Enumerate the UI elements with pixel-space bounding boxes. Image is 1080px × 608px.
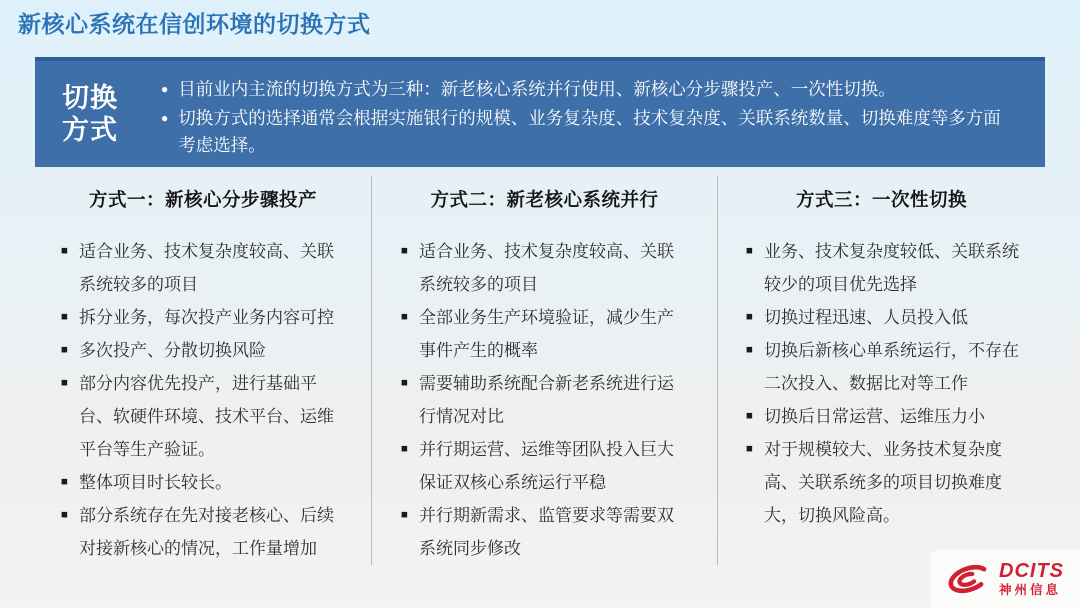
list-item-text: 切换后日常运营、运维压力小 (763, 407, 985, 426)
square-bullet-icon: ■ (61, 344, 68, 356)
square-bullet-icon: ■ (61, 377, 68, 389)
list-item (61, 499, 357, 565)
list-item (61, 466, 357, 499)
square-bullet-icon: ■ (61, 476, 68, 488)
list-item (746, 433, 1031, 532)
list-item (61, 301, 357, 334)
column-list-2 (372, 235, 717, 565)
square-bullet-icon: ■ (61, 245, 68, 257)
square-bullet-icon: ■ (61, 509, 68, 521)
logo-company: 神州信息 (999, 583, 1062, 598)
list-item-text: 部分内容优先投产，进行基础平台、软硬件环境、技术平台、运维平台等生产验证。 (78, 374, 334, 459)
logo-swirl-icon (946, 561, 992, 597)
column-method-1 (35, 176, 371, 565)
column-header-2: 方式二：新老核心系统并行 (430, 189, 659, 210)
list-item (401, 499, 703, 565)
list-item (746, 400, 1031, 433)
square-bullet-icon: ■ (746, 344, 753, 356)
square-bullet-icon: ■ (746, 311, 753, 323)
list-item (61, 367, 357, 466)
list-item-text: 对于规模较大、业务技术复杂度高、关联系统多的项目切换难度大，切换风险高。 (763, 440, 1002, 525)
list-item-text: 全部业务生产环境验证，减少生产事件产生的概率 (418, 308, 674, 360)
list-item (746, 235, 1031, 301)
square-bullet-icon: ■ (746, 410, 753, 422)
square-bullet-icon: ■ (61, 311, 68, 323)
list-item (401, 433, 703, 499)
logo-text (999, 561, 1064, 597)
column-header-3: 方式三：一次性切换 (795, 189, 967, 210)
column-method-2 (371, 176, 717, 565)
list-item-text: 适合业务、技术复杂度较高、关联系统较多的项目 (78, 242, 334, 294)
square-bullet-icon: ■ (401, 509, 408, 521)
square-bullet-icon: ■ (401, 245, 408, 257)
banner-bullet-item (161, 76, 1017, 103)
list-item-text: 多次投产、分散切换风险 (78, 341, 266, 360)
method-columns (35, 176, 1045, 556)
list-item (61, 334, 357, 367)
list-item (746, 334, 1031, 400)
list-item-text: 拆分业务，每次投产业务内容可控 (78, 308, 334, 327)
square-bullet-icon: ■ (746, 443, 753, 455)
list-item-text: 业务、技术复杂度较低、关联系统较少的项目优先选择 (763, 242, 1019, 294)
square-bullet-icon: ■ (401, 377, 408, 389)
circle-bullet-icon: ● (161, 111, 169, 125)
list-item-text: 适合业务、技术复杂度较高、关联系统较多的项目 (418, 242, 674, 294)
column-list-1 (35, 235, 371, 565)
list-item-text: 并行期新需求、监管要求等需要双系统同步修改 (418, 506, 674, 558)
list-item-text: 切换后新核心单系统运行，不存在二次投入、数据比对等工作 (763, 341, 1019, 393)
list-item-text: 整体项目时长较长。 (78, 473, 232, 492)
banner-label-line-1: 切换 (62, 83, 118, 113)
list-item (746, 301, 1031, 334)
logo-brand: DCITS (999, 560, 1064, 583)
banner-bullet-item (161, 105, 1017, 159)
dcits-logo (930, 550, 1080, 608)
banner-label-line-2: 方式 (62, 115, 118, 145)
list-item (401, 301, 703, 367)
banner-bullet-text: 目前业内主流的切换方式为三种：新老核心系统并行使用、新核心分步骤投产、一次性切换。 (178, 79, 896, 99)
list-item-text: 并行期运营、运维等团队投入巨大保证双核心系统运行平稳 (418, 440, 674, 492)
page-title: 新核心系统在信创环境的切换方式 (18, 11, 371, 37)
list-item-text: 需要辅助系统配合新老系统进行运行情况对比 (418, 374, 674, 426)
list-item-text: 部分系统存在先对接老核心、后续对接新核心的情况，工作量增加 (78, 506, 334, 558)
square-bullet-icon: ■ (401, 443, 408, 455)
list-item (61, 235, 357, 301)
column-header-1: 方式一：新核心分步骤投产 (88, 189, 317, 210)
square-bullet-icon: ■ (401, 311, 408, 323)
column-method-3 (717, 176, 1045, 565)
square-bullet-icon: ■ (746, 245, 753, 257)
column-list-3 (718, 235, 1045, 532)
banner-bullet-text: 切换方式的选择通常会根据实施银行的规模、业务复杂度、技术复杂度、关联系统数量、切换难度等多方面考虑选择。 (178, 108, 1001, 155)
circle-bullet-icon: ● (161, 82, 169, 96)
switch-method-banner (35, 57, 1045, 167)
banner-bullet-list (153, 61, 1045, 167)
list-item-text: 切换过程迅速、人员投入低 (763, 308, 968, 327)
banner-label (35, 61, 153, 167)
list-item (401, 367, 703, 433)
list-item (401, 235, 703, 301)
